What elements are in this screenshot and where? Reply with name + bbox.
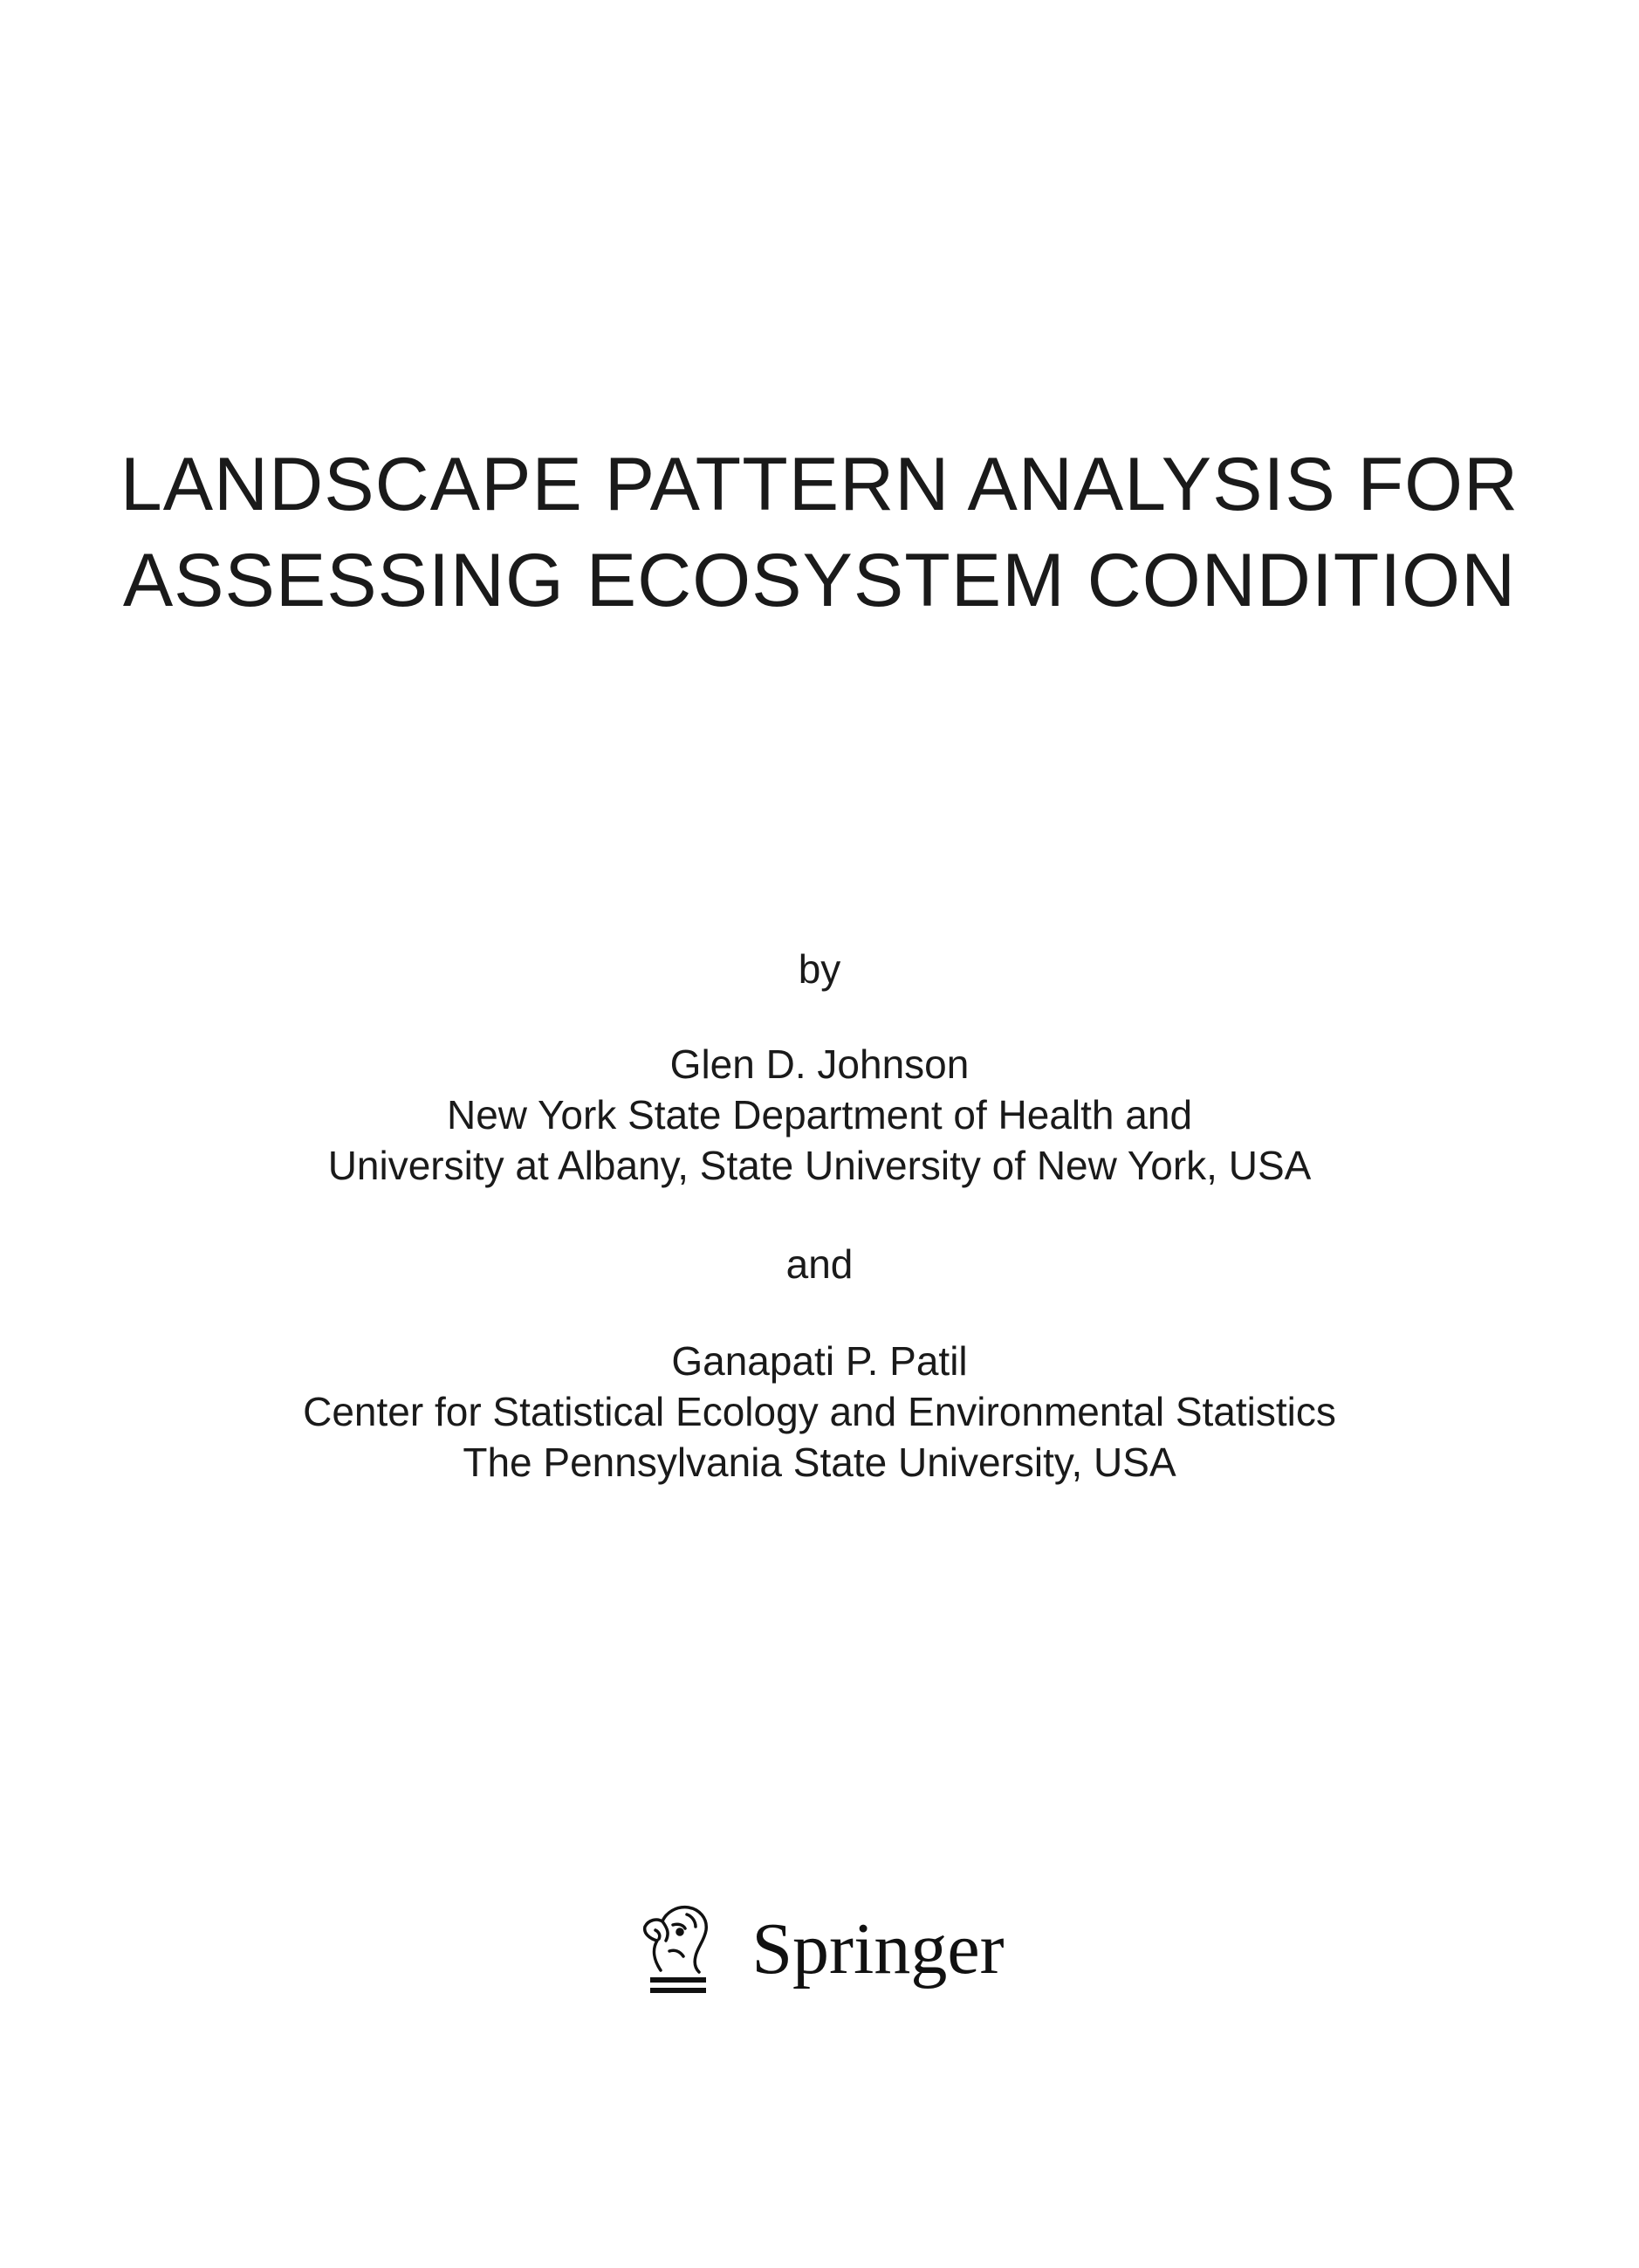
by-label: by xyxy=(798,946,841,992)
title-line-1: LANDSCAPE PATTERN ANALYSIS FOR xyxy=(120,443,1519,526)
author-affiliation: New York State Department of Health and xyxy=(446,1092,1193,1137)
publisher-name: Springer xyxy=(751,1907,1005,1990)
book-title xyxy=(0,436,1639,629)
and-label: and xyxy=(785,1241,854,1287)
author-patil xyxy=(0,1336,1639,1488)
author-name: Glen D. Johnson xyxy=(669,1041,970,1087)
author-affiliation: University at Albany, State University of New York, USA xyxy=(327,1143,1312,1188)
publisher-imprint xyxy=(0,1899,1639,1999)
author-name: Ganapati P. Patil xyxy=(671,1338,968,1384)
springer-horse-icon xyxy=(634,1899,722,1999)
author-affiliation: The Pennsylvania State University, USA xyxy=(463,1440,1176,1485)
title-line-2: ASSESSING ECOSYSTEM CONDITION xyxy=(122,539,1517,622)
author-johnson xyxy=(0,1039,1639,1191)
author-affiliation: Center for Statistical Ecology and Environmental Statistics xyxy=(303,1389,1336,1434)
